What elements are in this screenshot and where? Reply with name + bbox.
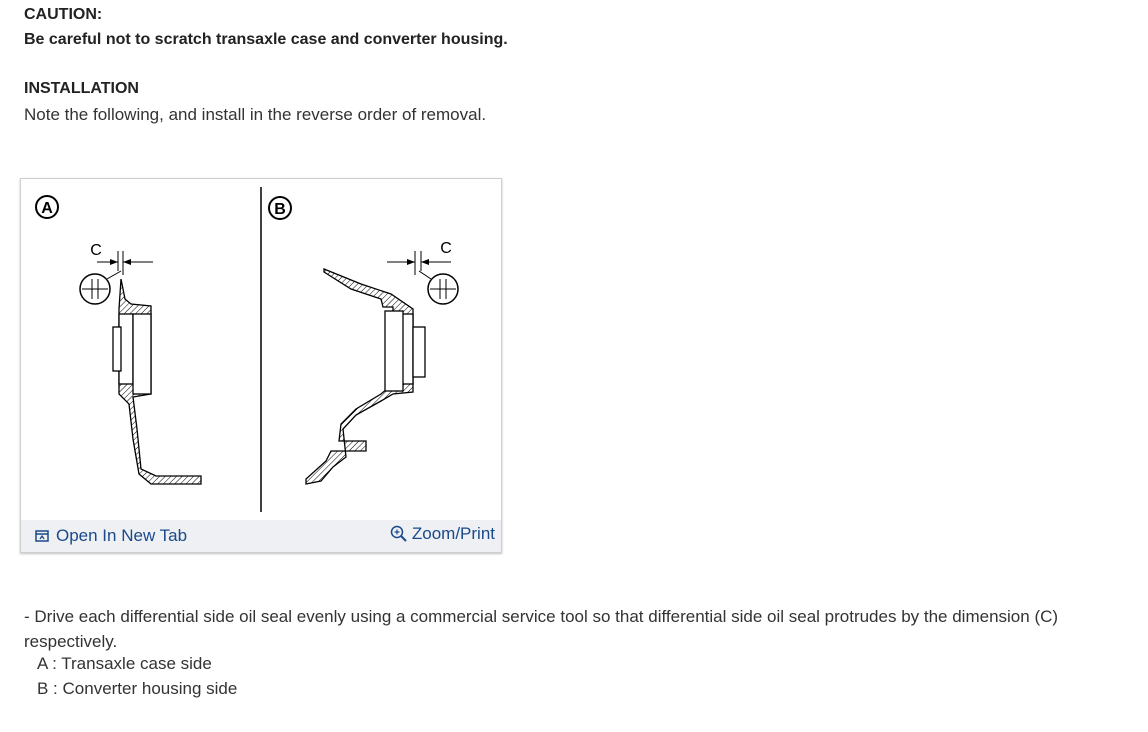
figure-container bbox=[20, 178, 502, 553]
figure-toolbar bbox=[21, 520, 501, 552]
dim-label-b: C bbox=[440, 240, 452, 257]
open-in-new-tab-label: Open In New Tab bbox=[56, 526, 188, 545]
open-in-new-tab-link[interactable] bbox=[35, 526, 187, 546]
installation-heading: INSTALLATION bbox=[24, 80, 139, 97]
panel-b bbox=[269, 197, 458, 484]
zoom-print-link[interactable] bbox=[390, 524, 495, 544]
installation-text: Note the following, and install in the reverse order of removal. bbox=[24, 105, 487, 124]
caution-heading: CAUTION: bbox=[24, 6, 103, 23]
panel-a bbox=[36, 196, 201, 484]
label-a: A bbox=[41, 200, 53, 217]
open-tab-icon bbox=[35, 529, 49, 543]
description-text: - Drive each differential side oil seal evenly using a commercial service tool so that differential side oil seal protrudes by the dimension (C) respectively. bbox=[24, 607, 1059, 651]
seal-diagram[interactable] bbox=[21, 179, 501, 519]
legend-item-a: A : Transaxle case side bbox=[37, 654, 212, 673]
label-b: B bbox=[274, 201, 286, 218]
dim-label-a: C bbox=[90, 242, 102, 259]
zoom-print-label: Zoom/Print bbox=[411, 524, 495, 543]
caution-text: Be careful not to scratch transaxle case and converter housing. bbox=[24, 31, 508, 48]
zoom-icon bbox=[390, 525, 408, 543]
legend-item-b: B : Converter housing side bbox=[37, 679, 238, 698]
